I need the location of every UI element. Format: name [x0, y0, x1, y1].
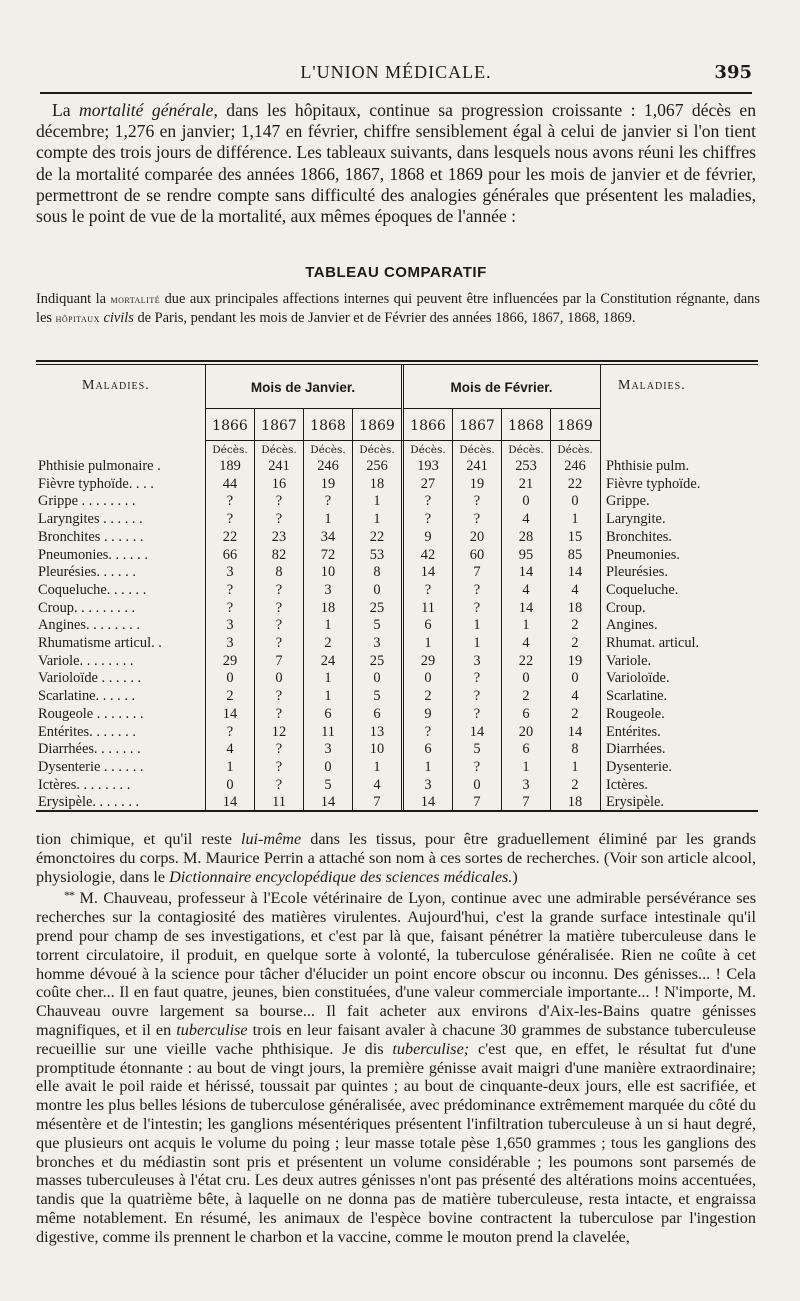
death-count-cell: 29 — [420, 652, 436, 669]
death-count-cell: 1 — [522, 617, 530, 634]
death-count-cell: 3 — [522, 776, 530, 793]
disease-name: Laryngites . . . . . . — [38, 511, 143, 528]
disease-name: Croup. . . . . . . . . — [38, 599, 136, 616]
deces-header: Décès. — [310, 444, 346, 456]
death-count-cell: 14 — [518, 564, 534, 581]
death-count-cell: 0 — [571, 493, 579, 510]
death-count-cell: 9 — [424, 705, 432, 722]
intro-text: , dans les hôpitaux, continue sa progression croissante : 1,067 décès en décembre; 1,276 en janvier; 1,147 en février, chiffre sensiblement égal à celui de janvier si l'on tient compte des trois jours de différence. Les tableaux suivants, dans lesquels nous avons réuni les chiffres de la mortalité comparée des années 1866, 1867, 1868 et 1869 pour les mois de janvier et de février, permettront de se rendre compte sans difficulté des analogies générales que présentent les maladies, sous le point de vue de la mortalité, aux mêmes époques de l'année : — [36, 100, 756, 227]
death-count-cell: 14 — [518, 599, 534, 616]
death-count-cell: 11 — [272, 794, 286, 811]
death-count-cell: 14 — [320, 794, 336, 811]
death-count-cell: 18 — [369, 475, 385, 492]
disease-name-right: Ictères. — [606, 776, 648, 793]
page-number: 395 — [714, 62, 752, 83]
disease-name-right: Variole. — [606, 652, 652, 669]
disease-name-right: Diarrhées. — [606, 741, 666, 758]
table-row — [36, 653, 758, 671]
body-italic: tuberculise; — [392, 1039, 470, 1058]
body-italic: tuberculise — [176, 1020, 248, 1039]
disease-name: Erysipèle. . . . . . . — [38, 794, 140, 811]
death-count-cell: ? — [473, 599, 481, 616]
death-count-cell: 1 — [373, 511, 381, 528]
table-row — [36, 493, 758, 511]
death-count-cell: 3 — [226, 635, 234, 651]
deces-header: Décès. — [557, 444, 593, 456]
month-header-fevrier: Mois de Février. — [450, 380, 553, 395]
death-count-cell: 22 — [369, 528, 385, 545]
disease-name-right: Scarlatine. — [606, 688, 668, 705]
death-count-cell: 8 — [571, 741, 579, 758]
table-row — [36, 547, 758, 565]
death-count-cell: 4 — [522, 635, 530, 651]
intro-paragraph — [36, 100, 756, 227]
death-count-cell: 1 — [571, 758, 579, 775]
month-header-janvier: Mois de Janvier. — [250, 380, 356, 395]
death-count-cell: 2 — [571, 635, 579, 651]
death-count-cell: 18 — [567, 599, 583, 616]
death-count-cell: ? — [275, 493, 283, 510]
death-count-cell: 6 — [324, 705, 332, 722]
death-count-cell: ? — [226, 511, 234, 528]
death-count-cell: 12 — [271, 723, 287, 740]
table-row — [36, 564, 758, 582]
death-count-cell: 2 — [522, 688, 530, 705]
death-count-cell: 25 — [369, 599, 385, 616]
disease-name: Rhumatisme articul. . — [38, 635, 162, 651]
death-count-cell: 0 — [571, 670, 579, 687]
death-count-cell: 3 — [226, 564, 234, 581]
caption-smallcaps: mortalité — [110, 292, 161, 306]
death-count-cell: 1 — [473, 617, 481, 634]
death-count-cell: 4 — [522, 511, 530, 528]
death-count-cell: ? — [424, 493, 432, 510]
death-count-cell: 1 — [226, 758, 234, 775]
table-row — [36, 794, 758, 812]
year-header: 1867 — [261, 418, 297, 434]
death-count-cell: 5 — [473, 741, 481, 758]
disease-name: Fièvre typhoïde. . . . — [38, 475, 154, 492]
death-count-cell: 22 — [518, 652, 534, 669]
deces-header: Décès. — [508, 444, 544, 456]
death-count-cell: 3 — [324, 581, 332, 598]
year-header: 1866 — [212, 418, 248, 434]
disease-name-right: Coqueluche. — [606, 581, 679, 598]
death-count-cell: 18 — [567, 794, 583, 811]
death-count-cell: 0 — [373, 581, 381, 598]
year-header: 1868 — [508, 418, 544, 434]
death-count-cell: 44 — [222, 475, 238, 492]
deces-header: Décès. — [459, 444, 495, 456]
death-count-cell: 7 — [275, 652, 283, 669]
body-span: trois en leur faisant avaler à chacune 30 grammes de substance tuberculeuse recueillie sur une vieille vache phthisique. Je dis — [36, 1020, 756, 1058]
table-title: TABLEAU COMPARATIF — [305, 264, 487, 281]
death-count-cell: 2 — [324, 635, 332, 651]
body-span: ) — [512, 867, 518, 886]
death-count-cell: ? — [226, 581, 234, 598]
caption-part: due aux principales affections internes qui peuvent être influencées par la Constitution régnante, dans les — [36, 291, 760, 326]
death-count-cell: 246 — [564, 458, 586, 474]
death-count-cell: 3 — [373, 635, 381, 651]
death-count-cell: 14 — [567, 564, 583, 581]
table-row — [36, 670, 758, 688]
death-count-cell: ? — [275, 758, 283, 775]
disease-name: Pneumonies. . . . . . — [38, 546, 148, 563]
death-count-cell: 3 — [324, 741, 332, 758]
death-count-cell: 4 — [373, 776, 381, 793]
death-count-cell: 253 — [515, 458, 537, 474]
caption-italic: civils — [103, 310, 134, 326]
death-count-cell: ? — [226, 493, 234, 510]
death-count-cell: 5 — [373, 617, 381, 634]
body-span: dans les tissus, pour être graduellement éliminé par les grands émonctoires du corps. M. Maurice Perrin a attaché son nom à ces sortes de recherches. (Voir son article alcool, physiologie, dans le — [36, 830, 757, 886]
death-count-cell: 29 — [222, 652, 238, 669]
table-row — [36, 529, 758, 547]
disease-name: Entérites. . . . . . . — [38, 723, 136, 740]
death-count-cell: 14 — [567, 723, 583, 740]
disease-name-right: Rhumat. articul. — [606, 635, 700, 651]
page-header — [40, 60, 752, 88]
death-count-cell: 25 — [369, 652, 385, 669]
table-row — [36, 777, 758, 795]
death-count-cell: 4 — [522, 581, 530, 598]
death-count-cell: 6 — [424, 741, 432, 758]
table-row — [36, 600, 758, 618]
death-count-cell: 14 — [420, 564, 436, 581]
table-row — [36, 635, 758, 653]
disease-name-right: Fièvre typhoïde. — [606, 475, 701, 492]
disease-name: Dysenterie . . . . . . — [38, 758, 144, 775]
death-count-cell: 24 — [320, 652, 336, 669]
death-count-cell: ? — [473, 581, 481, 598]
death-count-cell: 7 — [373, 794, 381, 811]
death-count-cell: ? — [275, 776, 283, 793]
death-count-cell: ? — [226, 723, 234, 740]
death-count-cell: 95 — [518, 546, 534, 563]
disease-name-right: Croup. — [606, 599, 646, 616]
body-italic: lui-même — [240, 830, 302, 848]
death-count-cell: 8 — [373, 564, 381, 581]
death-count-cell: 1 — [424, 758, 432, 775]
death-count-cell: ? — [275, 581, 283, 598]
disease-name: Rougeole . . . . . . . — [38, 705, 144, 722]
disease-name: Varioloïde . . . . . . — [38, 670, 142, 687]
death-count-cell: 20 — [518, 723, 534, 740]
death-count-cell: ? — [275, 688, 283, 705]
death-count-cell: 23 — [271, 528, 287, 545]
death-count-cell: 3 — [226, 617, 234, 634]
death-count-cell: 16 — [271, 475, 287, 492]
disease-name: Scarlatine. . . . . . — [38, 688, 136, 705]
table-hline — [205, 440, 600, 441]
table-row — [36, 688, 758, 706]
death-count-cell: 53 — [369, 546, 385, 563]
death-count-cell: 14 — [222, 794, 238, 811]
disease-name-right: Entérites. — [606, 723, 661, 740]
death-count-cell: 2 — [571, 617, 579, 634]
death-count-cell: 1 — [522, 758, 530, 775]
death-count-cell: 1 — [373, 493, 381, 510]
death-count-cell: 19 — [567, 652, 583, 669]
death-count-cell: 241 — [268, 458, 290, 474]
death-count-cell: 22 — [567, 475, 583, 492]
body-span: tion chimique, et qu'il reste — [36, 830, 232, 848]
column-header-maladies-left: Maladies. — [82, 378, 150, 393]
disease-name-right: Bronchites. — [606, 528, 672, 545]
intro-italic: mortalité générale — [78, 100, 214, 120]
death-count-cell: 66 — [222, 546, 238, 563]
death-count-cell: 0 — [275, 670, 283, 687]
death-count-cell: 42 — [420, 546, 436, 563]
death-count-cell: 2 — [424, 688, 432, 705]
death-count-cell: 246 — [317, 458, 339, 474]
death-count-cell: 1 — [324, 511, 332, 528]
death-count-cell: ? — [424, 581, 432, 598]
death-count-cell: 7 — [522, 794, 530, 811]
death-count-cell: 14 — [469, 723, 485, 740]
death-count-cell: 28 — [518, 528, 534, 545]
year-header: 1869 — [359, 418, 395, 434]
table-top-rule — [36, 360, 758, 362]
disease-name: Coqueluche. . . . . . — [38, 581, 147, 598]
death-count-cell: 20 — [469, 528, 485, 545]
disease-name: Bronchites . . . . . . — [38, 528, 144, 545]
intro-lead: La — [52, 100, 71, 120]
caption-part: Indiquant la — [36, 291, 107, 307]
death-count-cell: 1 — [324, 617, 332, 634]
death-count-cell: ? — [226, 599, 234, 616]
death-count-cell: ? — [473, 688, 481, 705]
death-count-cell: 7 — [473, 564, 481, 581]
death-count-cell: 4 — [571, 688, 579, 705]
death-count-cell: 4 — [571, 581, 579, 598]
disease-name-right: Angines. — [606, 617, 658, 634]
death-count-cell: ? — [473, 705, 481, 722]
death-count-cell: 1 — [424, 635, 432, 651]
death-count-cell: 0 — [373, 670, 381, 687]
death-count-cell: 1 — [473, 635, 481, 651]
year-header: 1867 — [459, 418, 495, 434]
death-count-cell: 2 — [571, 705, 579, 722]
death-count-cell: ? — [473, 758, 481, 775]
caption-part: de Paris, pendant les mois de Janvier et de Février des années 1866, 1867, 1868, 1869. — [137, 310, 636, 326]
death-count-cell: 2 — [571, 776, 579, 793]
death-count-cell: 0 — [424, 670, 432, 687]
death-count-cell: 0 — [226, 776, 234, 793]
body-italic: Dictionnaire encyclopédique des sciences médicales. — [169, 867, 513, 886]
column-header-maladies-right: Maladies. — [618, 378, 686, 393]
death-count-cell: ? — [473, 511, 481, 528]
death-count-cell: 10 — [369, 741, 385, 758]
death-count-cell: 2 — [226, 688, 234, 705]
disease-name-right: Dysenterie. — [606, 758, 672, 775]
death-count-cell: 82 — [271, 546, 287, 563]
death-count-cell: 241 — [466, 458, 488, 474]
table-row — [36, 617, 758, 635]
death-count-cell: 0 — [522, 493, 530, 510]
disease-name-right: Pneumonies. — [606, 546, 680, 563]
table-top-rule-thin — [36, 364, 758, 365]
deces-header: Décès. — [410, 444, 446, 456]
asterism: ** — [64, 888, 74, 903]
body-span: M. Chauveau, professeur à l'Ecole vétérinaire de Lyon, continue avec une admirable persévérance ses recherches sur la contagiosité des matières virulentes. Aujourd'hui, c'est la grande surface intestinale qu'il prend pour champ de ses investigations, et c'est par là que, faisant pénétrer la matière tuberculeuse dans le torrent circulatoire, il produit, en quelque sorte à volonté, la tuberculose généralisée. Rien ne coûte à cet homme dévoué à la science pour tâcher d'élucider un point encore obscur ou inconnu. Des génisses... ! Cela coûte cher... Il en faut quatre, jeunes, bien constituées, d'une valeur commerciale importante... ! N'importe, M. Chauveau ouvre largement sa bourse... Il fait acheter aux environs d'Aix-les-Bains quatre génisses magnifiques, et il en — [36, 889, 757, 1039]
disease-name-right: Laryngite. — [606, 511, 666, 528]
death-count-cell: 6 — [424, 617, 432, 634]
disease-name: Pleurésies. . . . . . — [38, 564, 136, 581]
disease-name: Ictères. . . . . . . . — [38, 776, 131, 793]
caption-smallcaps: hôpitaux — [55, 311, 100, 325]
table-row — [36, 458, 758, 476]
death-count-cell: 3 — [473, 652, 481, 669]
table-row — [36, 582, 758, 600]
table-row — [36, 741, 758, 759]
year-header: 1869 — [557, 418, 593, 434]
death-count-cell: 27 — [420, 475, 436, 492]
death-count-cell: ? — [275, 511, 283, 528]
death-count-cell: 3 — [424, 776, 432, 793]
table-row — [36, 724, 758, 742]
death-count-cell: 6 — [522, 741, 530, 758]
disease-name-right: Erysipèle. — [606, 794, 664, 811]
body-span: c'est que, en effet, le résultat fut d'une promptitude étonnante : au bout de vingt jours, la première génisse avait maigri d'une manière extraordinaire; elle avait le poil raide et hérissé, toussait par quintes ; au bout de cinquante-deux jours, elle est sacrifiée, et montre les plus belles lésions de tuberculose généralisée, avec prédominance extrêmement marquée du côté du mésentère et de l'intestin; les ganglions mésentériques présentent l'infiltration tuberculeuse à un si haut degré, que plusieurs ont acquis le volume du poing ; leur masse totale pèse 1,650 grammes ; tous les ganglions des bronches et du médiastin sont pris et présentent un volume considérable ; les poumons sont parsemés de masses tuberculeuses à l'état cru. Les deux autres génisses n'ont pas présenté des altérations moins accentuées, tandis que la quatrième bête, à laquelle on ne donna pas de matière tuberculeuse, resta intacte, et engraissa même notablement. En résumé, les animaux de l'espèce bovine contractent la tuberculose par l'ingestion digestive, comme ils prennent le charbon et la vaccine, comme le mouton prend la clavelée, — [36, 1039, 756, 1246]
death-count-cell: 10 — [320, 564, 336, 581]
death-count-cell: 6 — [373, 705, 381, 722]
disease-name: Angines. . . . . . . . — [38, 617, 140, 634]
death-count-cell: 22 — [222, 528, 238, 545]
death-count-cell: ? — [275, 705, 283, 722]
death-count-cell: 14 — [420, 794, 436, 811]
disease-name-right: Varioloïde. — [606, 670, 670, 687]
year-header: 1866 — [410, 418, 446, 434]
death-count-cell: 19 — [320, 475, 336, 492]
death-count-cell: 8 — [275, 564, 283, 581]
death-count-cell: 1 — [571, 511, 579, 528]
year-header: 1868 — [310, 418, 346, 434]
deces-header: Décès. — [359, 444, 395, 456]
disease-name: Grippe . . . . . . . . — [38, 493, 136, 510]
death-count-cell: 11 — [421, 599, 435, 616]
death-count-cell: ? — [424, 723, 432, 740]
death-count-cell: ? — [275, 617, 283, 634]
death-count-cell: 14 — [222, 705, 238, 722]
death-count-cell: 4 — [226, 741, 234, 758]
death-count-cell: ? — [275, 741, 283, 758]
table-row — [36, 511, 758, 529]
death-count-cell: 15 — [567, 528, 583, 545]
death-count-cell: 0 — [226, 670, 234, 687]
disease-name-right: Phthisie pulm. — [606, 458, 690, 474]
death-count-cell: 19 — [469, 475, 485, 492]
death-count-cell: ? — [275, 599, 283, 616]
death-count-cell: 0 — [522, 670, 530, 687]
death-count-cell: ? — [473, 670, 481, 687]
death-count-cell: 193 — [417, 458, 439, 474]
body-text — [36, 830, 756, 1247]
death-count-cell: 0 — [324, 758, 332, 775]
disease-name: Phthisie pulmonaire . — [38, 458, 161, 474]
table-caption — [36, 290, 760, 328]
death-count-cell: 1 — [324, 670, 332, 687]
death-count-cell: 9 — [424, 528, 432, 545]
death-count-cell: 11 — [321, 723, 335, 740]
disease-name: Variole. . . . . . . . — [38, 652, 134, 669]
death-count-cell: 1 — [324, 688, 332, 705]
running-title: L'UNION MÉDICALE. — [300, 62, 492, 82]
death-count-cell: 0 — [473, 776, 481, 793]
death-count-cell: 256 — [366, 458, 388, 474]
death-count-cell: 5 — [324, 776, 332, 793]
death-count-cell: 60 — [469, 546, 485, 563]
disease-name: Diarrhées. . . . . . . — [38, 741, 141, 758]
death-count-cell: ? — [324, 493, 332, 510]
table-row — [36, 476, 758, 494]
deces-header: Décès. — [261, 444, 297, 456]
death-count-cell: 21 — [518, 475, 534, 492]
death-count-cell: 1 — [373, 758, 381, 775]
disease-name-right: Pleurésies. — [606, 564, 668, 581]
death-count-cell: ? — [424, 511, 432, 528]
death-count-cell: 189 — [219, 458, 241, 474]
table-row — [36, 759, 758, 777]
death-count-cell: ? — [275, 635, 283, 651]
header-rule — [40, 92, 752, 94]
table-hline — [205, 408, 401, 409]
death-count-cell: 18 — [320, 599, 336, 616]
table-row — [36, 706, 758, 724]
death-count-cell: 13 — [369, 723, 385, 740]
death-count-cell: 7 — [473, 794, 481, 811]
deces-header: Décès. — [212, 444, 248, 456]
death-count-cell: 34 — [320, 528, 336, 545]
disease-name-right: Grippe. — [606, 493, 650, 510]
death-count-cell: 6 — [522, 705, 530, 722]
table-hline — [403, 408, 600, 409]
death-count-cell: 5 — [373, 688, 381, 705]
death-count-cell: ? — [473, 493, 481, 510]
death-count-cell: 85 — [567, 546, 583, 563]
disease-name-right: Rougeole. — [606, 705, 665, 722]
death-count-cell: 72 — [320, 546, 336, 563]
